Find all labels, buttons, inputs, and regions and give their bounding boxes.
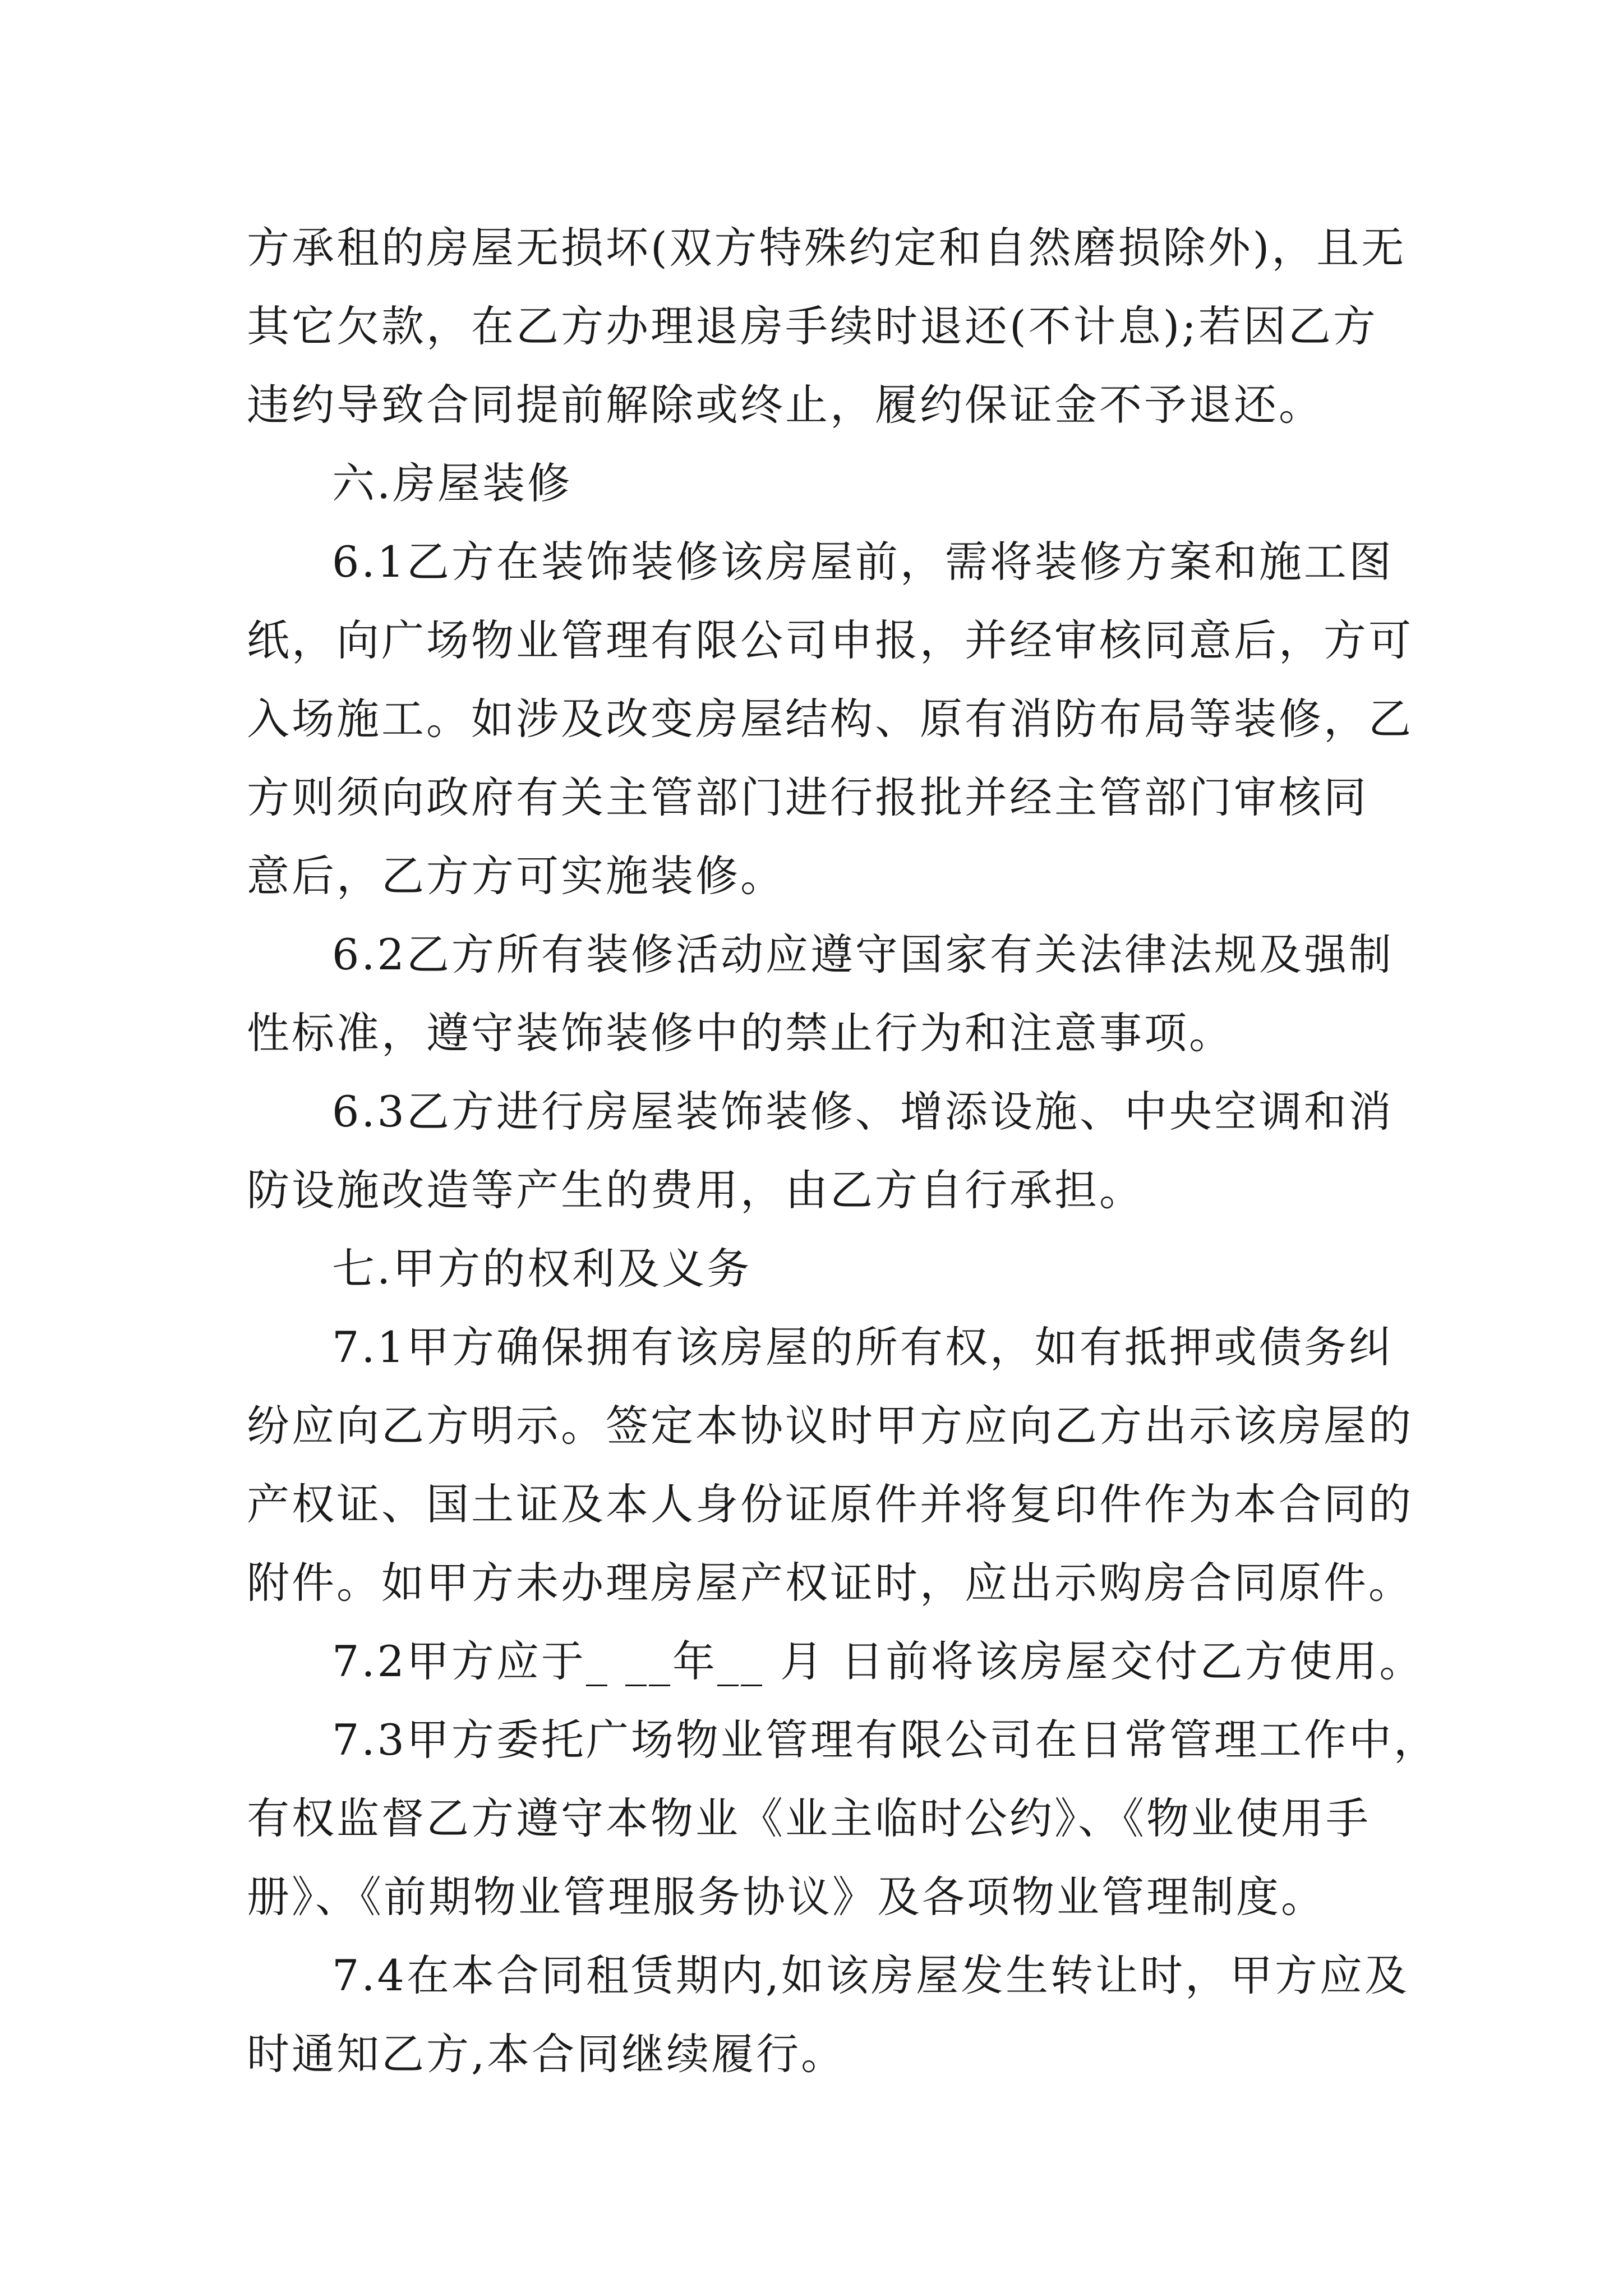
text-line: 6.3乙方进行房屋装饰装修、增添设施、中央空调和消 xyxy=(332,1087,1394,1137)
text-line: 防设施改造等产生的费用，由乙方自行承担。 xyxy=(247,1165,1144,1215)
text-line: 入场施工。如涉及改变房屋结构、原有消防布局等装修，乙 xyxy=(247,694,1413,744)
contract-text-body xyxy=(247,209,1438,2093)
text-line: 意后，乙方方可实施装修。 xyxy=(247,851,785,901)
text-line: 产权证、国土证及本人身份证原件并将复印件作为本合同的 xyxy=(247,1479,1413,1529)
text-line: 7.3甲方委托广场物业管理有限公司在日常管理工作中， xyxy=(332,1715,1438,1765)
text-line: 有权监督乙方遵守本物业《业主临时公约》、《物业使用手 xyxy=(247,1793,1371,1843)
text-line: 7.2甲方应于_ __年__ 月 日前将该房屋交付乙方使用。 xyxy=(332,1636,1424,1686)
text-line: 附件。如甲方未办理房屋产权证时，应出示购房合同原件。 xyxy=(247,1558,1413,1608)
text-line: 册》、《前期物业管理服务协议》及各项物业管理制度。 xyxy=(247,1872,1326,1922)
text-line: 方则须向政府有关主管部门进行报批并经主管部门审核同 xyxy=(247,772,1368,822)
text-line: 违约导致合同提前解除或终止，履约保证金不予退还。 xyxy=(247,380,1324,430)
text-line: 方承租的房屋无损坏(双方特殊约定和自然磨损除外)，且无 xyxy=(247,223,1407,273)
text-line: 6.1乙方在装饰装修该房屋前，需将装修方案和施工图 xyxy=(332,537,1394,587)
text-line: 性标准，遵守装饰装修中的禁止行为和注意事项。 xyxy=(247,1008,1234,1058)
text-line: 6.2乙方所有装修活动应遵守国家有关法律法规及强制 xyxy=(332,930,1394,979)
text-line: 纷应向乙方明示。签定本协议时甲方应向乙方出示该房屋的 xyxy=(247,1401,1413,1451)
text-line: 纸，向广场物业管理有限公司申报，并经审核同意后，方可 xyxy=(247,615,1413,665)
text-line: 七.甲方的权利及义务 xyxy=(332,1244,752,1294)
text-line: 其它欠款，在乙方办理退房手续时退还(不计息);若因乙方 xyxy=(247,301,1378,351)
text-line: 时通知乙方,本合同继续履行。 xyxy=(247,2029,846,2079)
text-line: 7.4在本合同租赁期内,如该房屋发生转让时，甲方应及 xyxy=(332,1950,1410,2000)
text-line: 7.1甲方确保拥有该房屋的所有权，如有抵押或债务纠 xyxy=(332,1322,1394,1372)
text-line: 六.房屋装修 xyxy=(332,458,573,508)
